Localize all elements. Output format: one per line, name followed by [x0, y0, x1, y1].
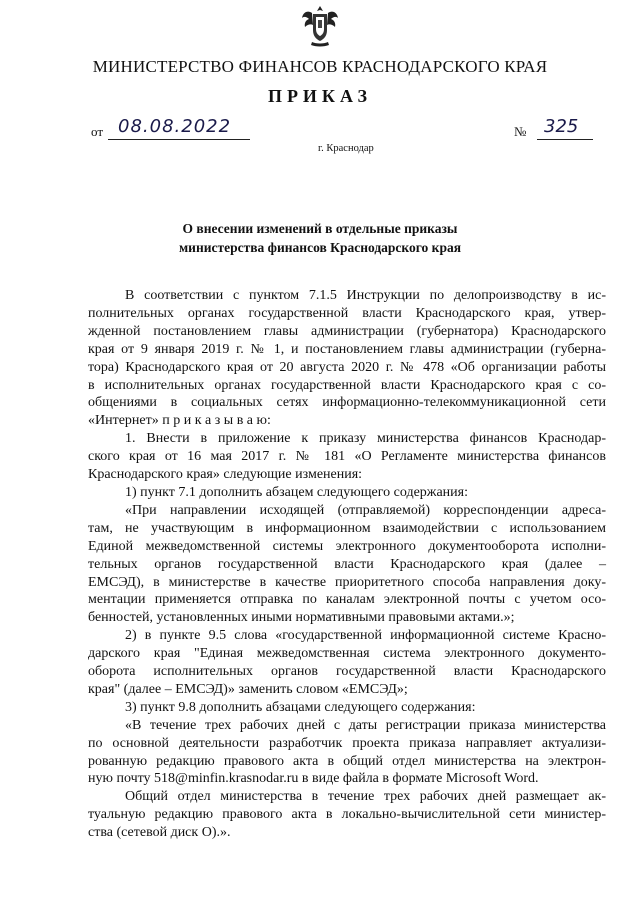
body-line: Единой межведомственной системы электронного документооборота исполни- [88, 538, 606, 554]
body-line: «При направлении исходящей (отправляемой) корреспонденции адреса- [125, 502, 606, 518]
date-label: от [91, 124, 104, 139]
body-line: ского края от 16 мая 2017 г. № 181 «О Регламенте министерства финансов [88, 449, 606, 465]
body-line: жденной постановлением главы администрации (губернатора) Краснодарского [88, 323, 606, 339]
body-line: бенностей, установленных иными нормативными правовыми актами.»; [88, 610, 515, 626]
body-line: края" (далее – ЕМСЭД)» заменить словом «ЕМСЭД»; [88, 681, 408, 697]
body-line: в исполнительных органах государственной власти Краснодарского края с со- [88, 377, 606, 393]
document-body [88, 287, 606, 842]
body-line: тельных органов государственной власти Краснодарского края (далее – [88, 556, 606, 572]
body-line: ства (сетевой диск О).». [88, 825, 231, 841]
body-line: рованную редакцию правового акта в общий отдел министерства на электрон- [88, 753, 606, 769]
body-line: там, не участвующим в информационном взаимодействии с использованием [88, 520, 606, 536]
city: г. Краснодар [318, 143, 374, 154]
body-line: ЕМСЭД), в министерстве в качестве приоритетного способа направления доку- [88, 574, 606, 590]
date-underline [108, 139, 250, 140]
subject-line: О внесении изменений в отдельные приказы [182, 221, 458, 236]
ministry-name: МИНИСТЕРСТВО ФИНАНСОВ КРАСНОДАРСКОГО КРАЯ [92, 57, 548, 76]
body-line: полнительных органах государственной власти Краснодарского края, утвер- [88, 305, 606, 321]
body-line: 1. Внести в приложение к приказу министерства финансов Краснодар- [125, 431, 606, 447]
body-line: общениями в социальных сетях информационно-телекоммуникационной сети [88, 395, 606, 411]
date-value: 08.08.2022 [118, 116, 232, 137]
body-line: туальную редакцию правового акта в локально-вычислительной сети министер- [88, 807, 606, 823]
body-line: ную почту 518@minfin.krasnodar.ru в виде файла в формате Microsoft Word. [88, 771, 539, 787]
document-subject [0, 219, 640, 257]
body-line: по основной деятельности разработчик проекта приказа направляет актуализи- [88, 735, 606, 751]
body-line: 3) пункт 9.8 дополнить абзацами следующего содержания: [125, 699, 476, 715]
body-line: Краснодарского края» следующие изменения: [88, 467, 363, 483]
body-line: края от 9 января 2019 г. № 1, и постановлением главы администрации (губерна- [88, 341, 606, 357]
subject-line: министерства финансов Краснодарского края [178, 240, 462, 255]
body-line: Общий отдел министерства в течение трех рабочих дней размещает ак- [125, 789, 606, 805]
body-line: оборота исполнительных органов государственной власти Краснодарского [88, 664, 606, 680]
document-type: ПРИКАЗ [267, 86, 373, 106]
body-line: 2) в пункте 9.5 слова «государственной информационной системе Красно- [125, 628, 606, 644]
number-label: № [514, 124, 527, 139]
body-line: «В течение трех рабочих дней с даты регистрации приказа министерства [125, 717, 606, 733]
body-line: ментации применяется отправка по каналам электронной почты с учетом осо- [88, 592, 606, 608]
body-line: 1) пункт 7.1 дополнить абзацем следующего содержания: [125, 484, 468, 500]
number-value: 325 [544, 116, 579, 137]
coat-of-arms-icon [300, 4, 340, 48]
body-line: В соответствии с пунктом 7.1.5 Инструкции по делопроизводству в ис- [125, 288, 606, 303]
number-underline [537, 139, 593, 140]
body-line: тора) Краснодарского края от 20 августа 2020 г. № 478 «Об организации работы [88, 359, 606, 375]
body-line: «Интернет» п р и к а з ы в а ю: [88, 413, 271, 429]
body-line: дарского края "Единая межведомственная система электронного документо- [88, 646, 606, 662]
